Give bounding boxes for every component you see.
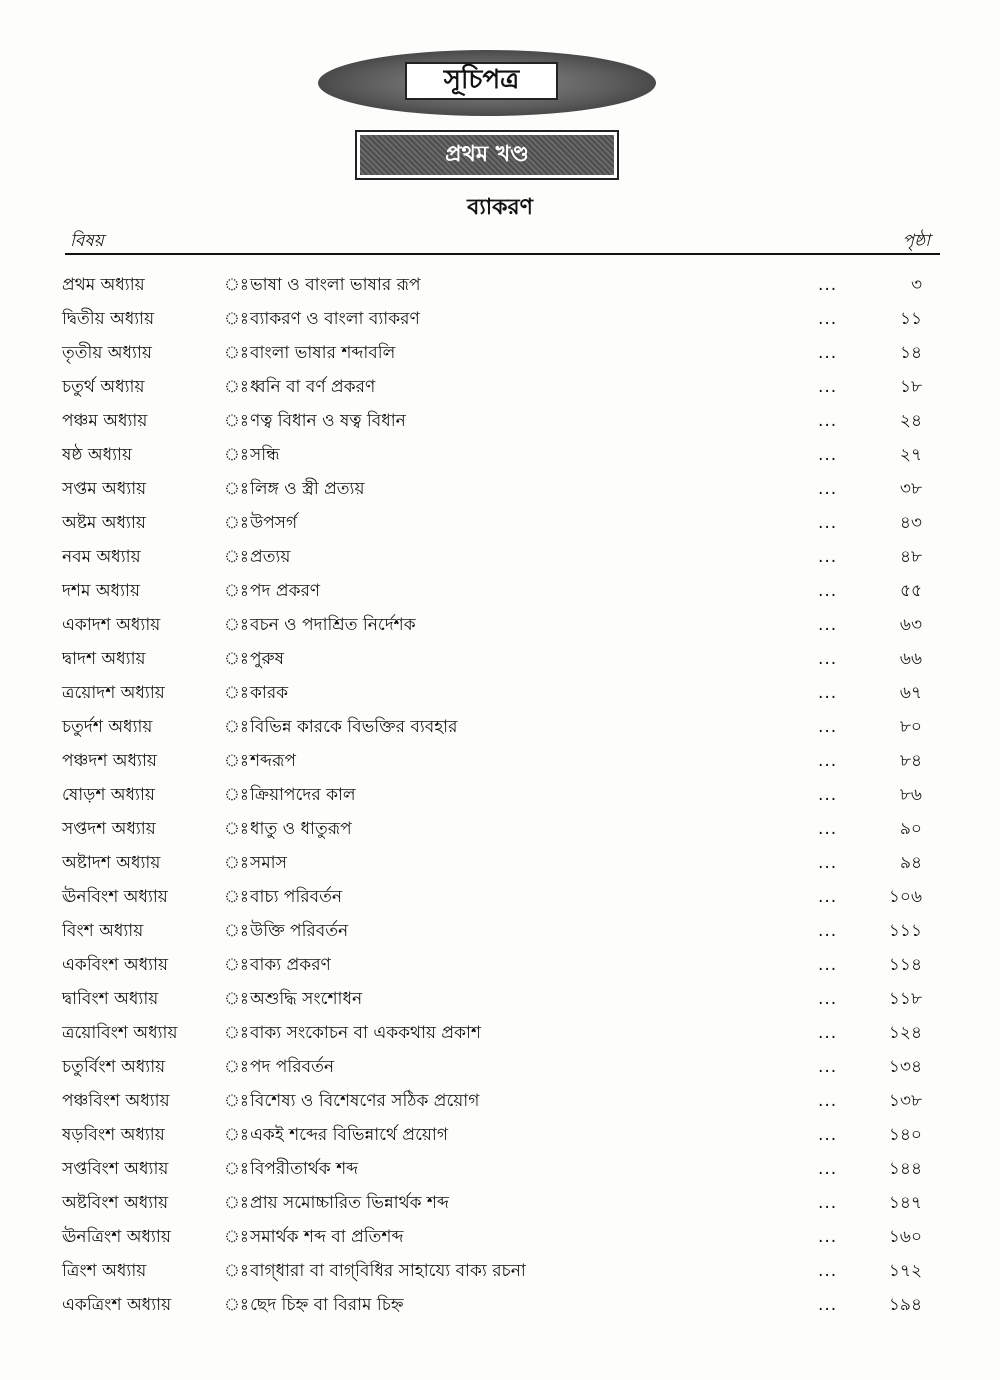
chapter-topic: লিঙ্গ ও স্ত্রী প্রত্যয় [250,479,365,499]
toc-row [0,880,1000,914]
page-number: ১৪৭ [888,1193,922,1213]
toc-row [0,608,1000,642]
page-number: ১৯৪ [888,1295,922,1315]
dot-leader: ... [818,819,838,839]
separator-colon: ঃ [224,581,249,601]
toc-row [0,540,1000,574]
dot-leader: ... [818,309,838,329]
chapter-topic: বাচ্য পরিবর্তন [250,887,343,907]
page-number: ৯৪ [899,853,922,873]
dot-leader: ... [818,1023,838,1043]
separator-colon: ঃ [224,1295,249,1315]
dot-leader: ... [818,547,838,567]
chapter-topic: প্রায় সমোচ্চারিত ভিন্নার্থক শব্দ [250,1193,449,1213]
dot-leader: ... [818,717,838,737]
dot-leader: ... [818,1159,838,1179]
chapter-name: সপ্তম অধ্যায় [62,479,147,499]
chapter-name: অষ্টবিংশ অধ্যায় [62,1193,169,1213]
page-number: ৪৩ [899,513,922,533]
dot-leader: ... [818,1057,838,1077]
chapter-topic: ণত্ব বিধান ও ষত্ব বিধান [250,411,406,431]
chapter-topic: বচন ও পদাশ্রিত নির্দেশক [250,615,416,635]
chapter-name: দ্বাবিংশ অধ্যায় [62,989,159,1009]
page-title: সূচিপত্র [405,62,558,100]
dot-leader: ... [818,683,838,703]
toc-row [0,1084,1000,1118]
page-number: ১৭২ [888,1261,922,1281]
separator-colon: ঃ [224,445,249,465]
page-number: ১৪ [899,343,922,363]
dot-leader: ... [818,1091,838,1111]
dot-leader: ... [818,955,838,975]
chapter-topic: উক্তি পরিবর্তন [250,921,349,941]
dot-leader: ... [818,1193,838,1213]
page-number: ২৭ [899,445,922,465]
separator-colon: ঃ [224,1023,249,1043]
separator-colon: ঃ [224,955,249,975]
separator-colon: ঃ [224,1261,249,1281]
toc-row [0,438,1000,472]
separator-colon: ঃ [224,1159,249,1179]
chapter-name: পঞ্চবিংশ অধ্যায় [62,1091,170,1111]
page-number: ৯০ [899,819,922,839]
page-number: ১১ [899,309,922,329]
chapter-topic: পুরুষ [250,649,284,669]
chapter-name: ত্রয়োদশ অধ্যায় [62,683,165,703]
toc-row [0,1050,1000,1084]
chapter-name: পঞ্চম অধ্যায় [62,411,148,431]
chapter-name: ত্রিংশ অধ্যায় [62,1261,147,1281]
chapter-name: একবিংশ অধ্যায় [62,955,169,975]
toc-row [0,846,1000,880]
page-number: ৮৪ [899,751,922,771]
toc-row [0,744,1000,778]
chapter-name: সপ্তবিংশ অধ্যায় [62,1159,169,1179]
section-title: প্রথম খণ্ড [360,135,614,175]
chapter-topic: বাক্য সংকোচন বা এককথায় প্রকাশ [250,1023,481,1043]
dot-leader: ... [818,1295,838,1315]
separator-colon: ঃ [224,275,249,295]
chapter-name: অষ্টাদশ অধ্যায় [62,853,161,873]
chapter-name: একত্রিংশ অধ্যায় [62,1295,172,1315]
page-number: ৮০ [899,717,922,737]
chapter-topic: পদ পরিবর্তন [250,1057,334,1077]
chapter-topic: প্রত্যয় [250,547,291,567]
separator-colon: ঃ [224,683,249,703]
separator-colon: ঃ [224,513,249,533]
separator-colon: ঃ [224,343,249,363]
page-number: ১৪৪ [888,1159,922,1179]
separator-colon: ঃ [224,411,249,431]
separator-colon: ঃ [224,1057,249,1077]
chapter-name: ষড়বিংশ অধ্যায় [62,1125,165,1145]
toc-row [0,472,1000,506]
separator-colon: ঃ [224,989,249,1009]
chapter-name: ষষ্ঠ অধ্যায় [62,445,132,465]
chapter-topic: সন্ধি [250,445,280,465]
chapter-name: ঊনবিংশ অধ্যায় [62,887,168,907]
dot-leader: ... [818,513,838,533]
dot-leader: ... [818,853,838,873]
toc-row [0,1016,1000,1050]
chapter-topic: একই শব্দের বিভিন্নার্থে প্রয়োগ [250,1125,448,1145]
chapter-topic: ক্রিয়াপদের কাল [250,785,356,805]
chapter-topic: শব্দরূপ [250,751,296,771]
section-banner [355,130,619,180]
dot-leader: ... [818,921,838,941]
chapter-topic: কারক [250,683,289,703]
chapter-name: তৃতীয় অধ্যায় [62,343,152,363]
chapter-topic: উপসর্গ [250,513,298,533]
dot-leader: ... [818,649,838,669]
separator-colon: ঃ [224,717,249,737]
toc-row [0,1152,1000,1186]
chapter-name: দ্বাদশ অধ্যায় [62,649,146,669]
toc-row [0,404,1000,438]
dot-leader: ... [818,445,838,465]
dot-leader: ... [818,275,838,295]
page-number: ১০৬ [888,887,922,907]
chapter-name: দশম অধ্যায় [62,581,140,601]
page-number: ১১৪ [888,955,922,975]
separator-colon: ঃ [224,309,249,329]
chapter-name: সপ্তদশ অধ্যায় [62,819,156,839]
toc-row [0,506,1000,540]
dot-leader: ... [818,887,838,907]
subject-title: ব্যাকরণ [467,195,533,220]
dot-leader: ... [818,343,838,363]
dot-leader: ... [818,1227,838,1247]
dot-leader: ... [818,411,838,431]
toc-row [0,268,1000,302]
toc-row [0,812,1000,846]
separator-colon: ঃ [224,547,249,567]
toc-row [0,642,1000,676]
column-header-page: পৃষ্ঠা [902,231,930,251]
toc-row [0,778,1000,812]
chapter-name: চতুর্থ অধ্যায় [62,377,145,397]
toc-row [0,370,1000,404]
column-header-topic: বিষয় [70,231,104,251]
page-number: ৬৩ [899,615,922,635]
page-number: ১১১ [888,921,922,941]
page-number: ১১৮ [888,989,922,1009]
page-number: ৩ [910,275,922,295]
separator-colon: ঃ [224,615,249,635]
chapter-name: ত্রয়োবিংশ অধ্যায় [62,1023,178,1043]
page-number: ৬৭ [899,683,922,703]
toc-row [0,1118,1000,1152]
page-number: ২৪ [899,411,922,431]
toc-row [0,1288,1000,1322]
table-of-contents [0,268,1000,1322]
toc-row [0,676,1000,710]
dot-leader: ... [818,479,838,499]
dot-leader: ... [818,615,838,635]
dot-leader: ... [818,785,838,805]
separator-colon: ঃ [224,921,249,941]
chapter-topic: ব্যাকরণ ও বাংলা ব্যাকরণ [250,309,420,329]
toc-row [0,302,1000,336]
toc-row [0,336,1000,370]
page-number: ৩৮ [899,479,922,499]
page-number: ১২৪ [888,1023,922,1043]
toc-row [0,1220,1000,1254]
chapter-name: ষোড়শ অধ্যায় [62,785,155,805]
chapter-topic: ধ্বনি বা বর্ণ প্রকরণ [250,377,376,397]
chapter-topic: বাগ্‌ধারা বা বাগ্‌বিধির সাহায্যে বাক্য রচনা [250,1261,526,1281]
chapter-name: একাদশ অধ্যায় [62,615,161,635]
page-number: ৮৬ [899,785,922,805]
toc-row [0,574,1000,608]
separator-colon: ঃ [224,1125,249,1145]
chapter-name: অষ্টম অধ্যায় [62,513,146,533]
chapter-name: ঊনত্রিংশ অধ্যায় [62,1227,171,1247]
page-number: ১৩৪ [888,1057,922,1077]
chapter-topic: বিপরীতার্থক শব্দ [250,1159,359,1179]
toc-row [0,914,1000,948]
chapter-name: দ্বিতীয় অধ্যায় [62,309,155,329]
chapter-topic: অশুদ্ধি সংশোধন [250,989,363,1009]
toc-row [0,948,1000,982]
dot-leader: ... [818,581,838,601]
separator-colon: ঃ [224,1227,249,1247]
page-number: ৬৬ [899,649,922,669]
chapter-topic: পদ প্রকরণ [250,581,321,601]
page-number: ৪৮ [899,547,922,567]
page-number: ১৩৮ [888,1091,922,1111]
separator-colon: ঃ [224,1193,249,1213]
chapter-topic: ভাষা ও বাংলা ভাষার রূপ [250,275,421,295]
separator-colon: ঃ [224,377,249,397]
separator-colon: ঃ [224,649,249,669]
separator-colon: ঃ [224,1091,249,1111]
chapter-name: পঞ্চদশ অধ্যায় [62,751,157,771]
chapter-name: নবম অধ্যায় [62,547,141,567]
page-number: ১৪০ [888,1125,922,1145]
chapter-name: প্রথম অধ্যায় [62,275,145,295]
dot-leader: ... [818,751,838,771]
chapter-topic: বিশেষ্য ও বিশেষণের সঠিক প্রয়োগ [250,1091,480,1111]
separator-colon: ঃ [224,853,249,873]
page-number: ১৬০ [888,1227,922,1247]
chapter-topic: বাক্য প্রকরণ [250,955,331,975]
page-number: ১৮ [899,377,922,397]
chapter-name: চতুর্বিংশ অধ্যায় [62,1057,166,1077]
separator-colon: ঃ [224,751,249,771]
toc-row [0,1186,1000,1220]
separator-colon: ঃ [224,819,249,839]
dot-leader: ... [818,989,838,1009]
dot-leader: ... [818,1261,838,1281]
toc-row [0,982,1000,1016]
page-number: ৫৫ [899,581,922,601]
chapter-topic: সমার্থক শব্দ বা প্রতিশব্দ [250,1227,404,1247]
header-divider [65,253,940,255]
dot-leader: ... [818,1125,838,1145]
toc-row [0,710,1000,744]
separator-colon: ঃ [224,887,249,907]
chapter-topic: ছেদ চিহ্ন বা বিরাম চিহ্ন [250,1295,404,1315]
chapter-name: চতুর্দশ অধ্যায় [62,717,153,737]
chapter-name: বিংশ অধ্যায় [62,921,144,941]
toc-row [0,1254,1000,1288]
chapter-topic: ধাতু ও ধাতুরূপ [250,819,352,839]
separator-colon: ঃ [224,785,249,805]
separator-colon: ঃ [224,479,249,499]
chapter-topic: বাংলা ভাষার শব্দাবলি [250,343,396,363]
chapter-topic: বিভিন্ন কারকে বিভক্তির ব্যবহার [250,717,458,737]
chapter-topic: সমাস [250,853,287,873]
dot-leader: ... [818,377,838,397]
